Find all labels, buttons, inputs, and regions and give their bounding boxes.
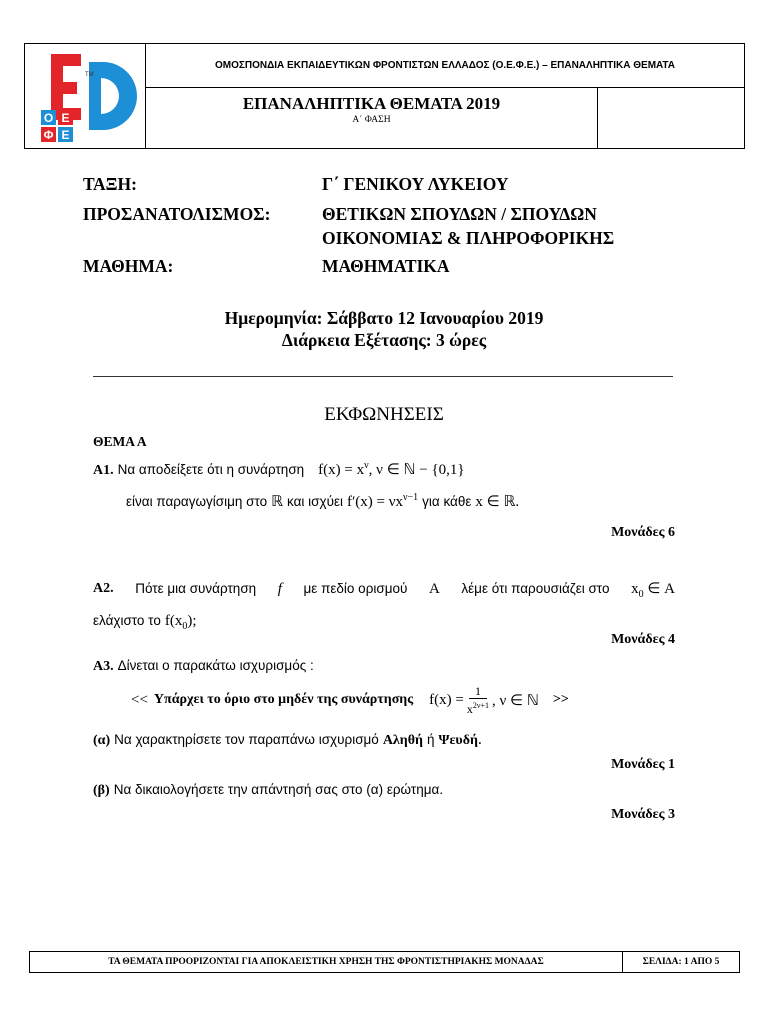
subject-label: ΜΑΘΗΜΑ:: [83, 256, 174, 276]
logo-tm: TM: [85, 72, 94, 78]
exam-duration: Διάρκεια Εξέτασης: 3 ώρες: [281, 330, 487, 350]
a1-label: Α1.: [93, 463, 114, 478]
subject-value: ΜΑΘΗΜΑΤΙΚΑ: [322, 256, 450, 276]
a2-marks: Μονάδες 4: [611, 632, 675, 647]
a3-part-b: (β) Να δικαιολογήσετε την απάντησή σας στο (α) ερώτημα.: [93, 782, 444, 798]
a3-intro: Α3. Δίνεται ο παρακάτω ισχυρισμός :: [93, 658, 314, 674]
organization-name: ΟΜΟΣΠΟΝΔΙΑ ΕΚΠΑΙΔΕΥΤΙΚΩΝ ΦΡΟΝΤΙΣΤΩΝ ΕΛΛΑΔΟΣ (Ο.Ε.Φ.Ε.) – ΕΠΑΝΑΛΗΠΤΙΚΑ ΘΕΜΑΤΑ: [214, 60, 675, 71]
exam-phase: Α΄ ΦΑΣΗ: [352, 115, 391, 125]
oefe-logo: [31, 48, 141, 146]
page-number: ΣΕΛΙΔΑ: 1 ΑΠΟ 5: [642, 957, 720, 967]
logo-letter: Ο: [43, 111, 54, 125]
logo-letter: Ε: [61, 111, 70, 125]
footer-notice: ΤΑ ΘΕΜΑΤΑ ΠΡΟΟΡΙΖΟΝΤΑΙ ΓΙΑ ΑΠΟΚΛΕΙΣΤΙΚΗ ΧΡΗΣΗ ΤΗΣ ΦΡΟΝΤΙΣΤΗΡΙΑΚΗΣ ΜΟΝΑΔΑΣ: [108, 957, 544, 967]
header-table: [24, 43, 745, 149]
a3-fraction: $\frac{1}{x^{2\nu+1}}$: [466, 684, 490, 716]
a3-claim: << Υπάρχει το όριο στο μηδέν της συνάρτησης f(x) = $\frac{1}{x^{2\nu+1}}$ , ν ∈ ℕ >>: [131, 684, 569, 716]
a1-line-1: Α1. Να αποδείξετε ότι η συνάρτηση $f(x) = x^\nu$, ν ∈ ℕ − {0,1}: [93, 460, 465, 478]
class-value: Γ΄ ΓΕΝΙΚΟΥ ΛΥΚΕΙΟΥ: [322, 174, 509, 194]
a1-text: Να αποδείξετε ότι η συνάρτηση: [117, 462, 305, 477]
a1-line-2: είναι παραγωγίσιμη στο ℝ και ισχύει $f'(x) = \nu x^{\nu-1}$ για κάθε x ∈ ℝ.: [126, 492, 520, 510]
footer: [29, 951, 740, 973]
separator: [93, 376, 673, 377]
a3-b-marks: Μονάδες 3: [611, 807, 675, 822]
a3-part-a: (α) Να χαρακτηρίσετε τον παραπάνω ισχυρισμό Αληθή ή Ψευδή.: [93, 731, 482, 748]
exam-title: ΕΠΑΝΑΛΗΠΤΙΚΑ ΘΕΜΑΤΑ 2019: [242, 94, 501, 113]
orientation-label: ΠΡΟΣΑΝΑΤΟΛΙΣΜΟΣ:: [83, 204, 271, 224]
theme-title: ΘΕΜΑ Α: [93, 434, 147, 449]
orientation-value-1: ΘΕΤΙΚΩΝ ΣΠΟΥΔΩΝ / ΣΠΟΥΔΩΝ: [322, 204, 597, 224]
a1-formula: f(x) = x: [318, 462, 365, 478]
section-title: ΕΚΦΩΝΗΣΕΙΣ: [324, 404, 444, 425]
a2-question: Α2. Πότε μια συνάρτηση f με πεδίο ορισμού Α λέμε ότι παρουσιάζει στο $x_0$ ∈ Α ελάχιστο το $f(x_0)$;: [93, 581, 675, 632]
class-label: ΤΑΞΗ:: [83, 174, 137, 194]
logo-letter: Ε: [61, 128, 70, 142]
a1-marks: Μονάδες 6: [611, 525, 675, 540]
a3-a-marks: Μονάδες 1: [611, 757, 675, 772]
logo-letter: Φ: [43, 128, 54, 142]
orientation-value-2: ΟΙΚΟΝΟΜΙΑΣ & ΠΛΗΡΟΦΟΡΙΚΗΣ: [322, 228, 615, 248]
exam-date: Ημερομηνία: Σάββατο 12 Ιανουαρίου 2019: [224, 308, 544, 328]
